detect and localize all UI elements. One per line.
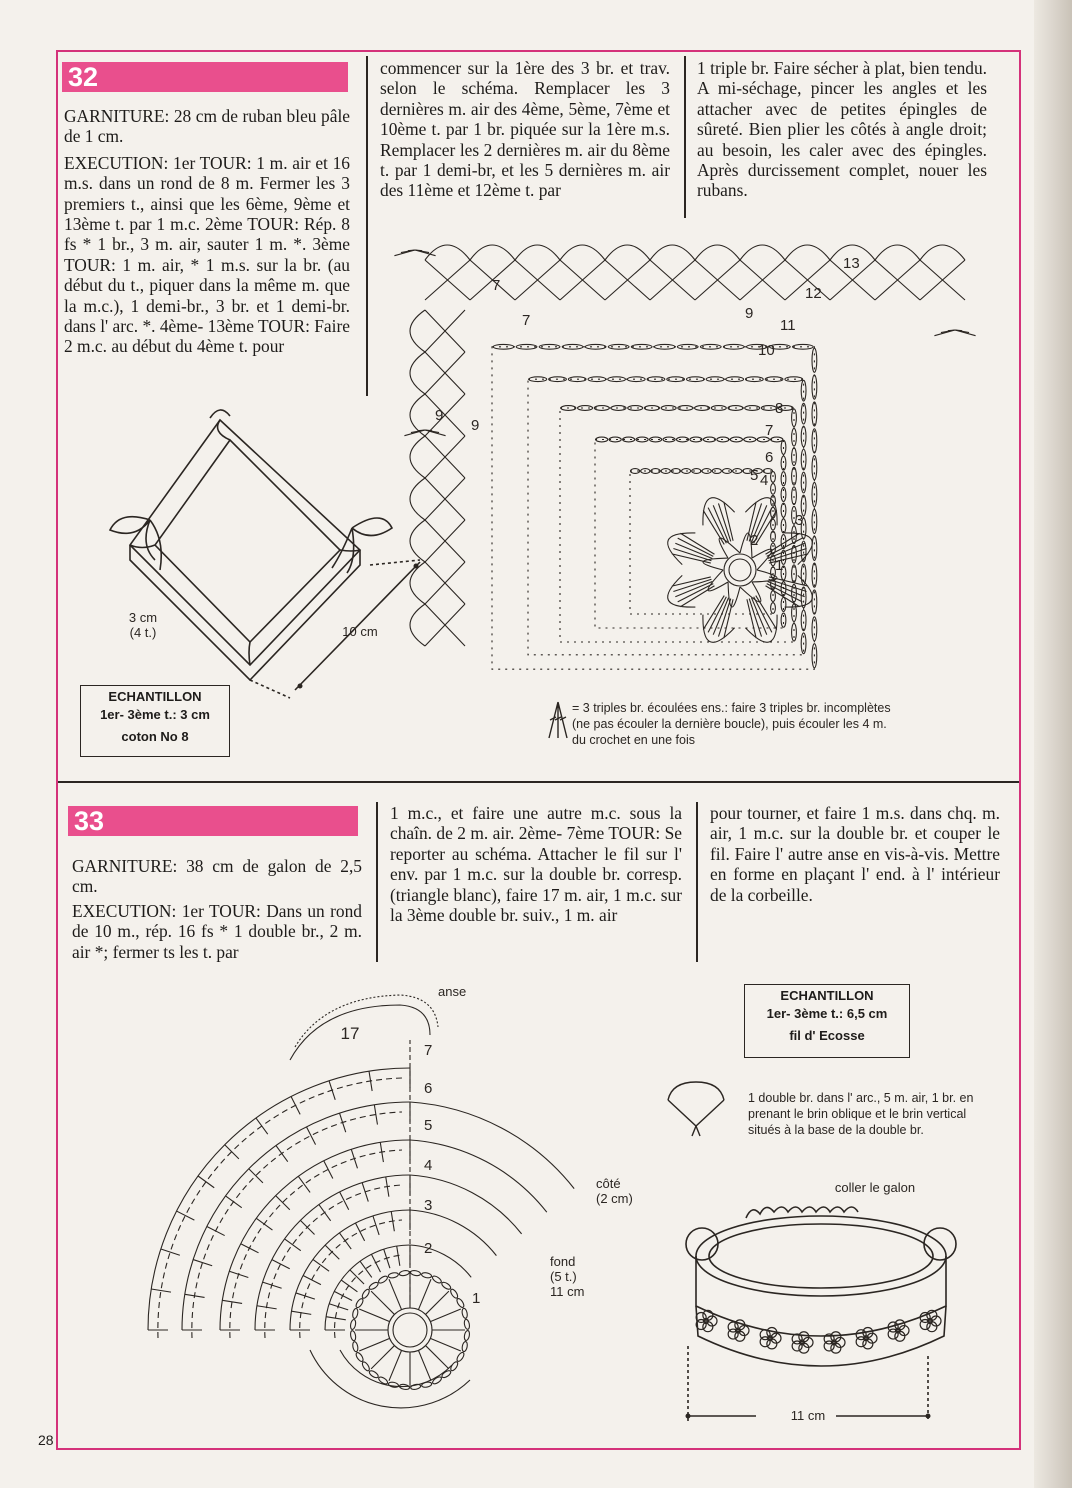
stitch [678, 538, 714, 556]
corner-fan [408, 250, 415, 251]
round-stitch [371, 1254, 380, 1272]
round-label-7: 7 [522, 312, 531, 329]
lattice-cross [425, 562, 465, 604]
section-divider [58, 781, 1019, 783]
round-label-3: 3 [795, 512, 804, 529]
flower-petal [920, 1312, 930, 1322]
lattice-cross [425, 352, 465, 394]
round-square [493, 344, 817, 667]
lattice-cross [425, 436, 465, 478]
lattice-cross [920, 260, 965, 300]
stitch [708, 508, 726, 544]
round-label-2: 2 [750, 532, 759, 549]
chart-32-lines [394, 245, 975, 669]
round-stitch [276, 1146, 288, 1162]
round-label-9: 9 [745, 305, 754, 322]
column-divider [696, 802, 698, 962]
stitch [708, 597, 726, 633]
round-stitch [324, 1161, 333, 1179]
base-label-size: 11 cm [550, 1284, 585, 1299]
pattern-33-col2: 1 m.c., et faire une autre m.c. sous la chaîn. de 2 m. air. 2ème- 7ème TOUR: Se reporter au schéma. Attacher le fil sur l' env. par 1 m.c. sur la double br. corresp. (triangle blanc), faire 17 m. air, 1 m.c. sur la 3ème double br. suiv., 1 m. air [390, 803, 682, 926]
pattern-33-sample-box [744, 984, 910, 1058]
arc [668, 575, 696, 607]
round-stitch [341, 1280, 357, 1292]
corner-fan [948, 330, 955, 331]
round-stitch [193, 1260, 212, 1266]
round-stitch [319, 1205, 331, 1221]
round-label-13: 13 [843, 255, 860, 272]
round-stitch [334, 1291, 352, 1300]
arc [785, 533, 813, 565]
chain [356, 1289, 369, 1307]
round-square [529, 377, 806, 654]
sample-line2: fil d' Ecosse [789, 1028, 865, 1043]
round-label-1: 1 [775, 557, 784, 574]
lattice-arc [650, 245, 695, 260]
round-stitch [356, 1223, 365, 1241]
pattern-33-col3: pour tourner, et faire 1 m.s. dans chq. m. air, 1 m.c. sur la double br. et couper le fil. Faire l' autre anse en vis-à-vis. Mettre en forme en plaçant l' end. à l' intérieur de la corbeille. [710, 803, 1000, 905]
lattice-cross [425, 260, 470, 300]
page-number: 28 [38, 1432, 54, 1448]
double-treble [426, 1291, 449, 1314]
side-arc [410, 1210, 496, 1256]
round-stitch [339, 1233, 351, 1249]
chain [351, 1331, 358, 1352]
round-stitch [177, 1211, 195, 1220]
lattice-arc [410, 478, 425, 520]
lattice-cross [605, 260, 650, 300]
round-label-3: 3 [424, 1197, 433, 1214]
round-stitch [306, 1127, 315, 1145]
round-stitch [229, 1271, 248, 1277]
corner-fan [418, 430, 425, 431]
round-stitch [198, 1176, 214, 1188]
side-arc [410, 1245, 471, 1277]
lattice-cross [425, 310, 465, 352]
round-label-6: 6 [424, 1080, 433, 1097]
lattice-arc [410, 436, 425, 478]
round-stitch [256, 1118, 268, 1134]
double-treble [418, 1350, 431, 1380]
sample-title: ECHANTILLON [108, 689, 202, 704]
double-treble [426, 1346, 449, 1369]
center-ring-inner [393, 1313, 427, 1347]
base-label-text: fond [550, 1254, 576, 1269]
round-label-8: 8 [775, 400, 784, 417]
round-label-6: 6 [765, 449, 774, 466]
pattern-32-execution: EXECUTION: 1er TOUR: 1 m. air et 16 m.s. dans un rond de 8 m. Fermer les 3 premiers t., ainsi que les 6ème, 9ème et 13ème t. par 1 m.c. 2ème TOUR: Rép. 8 fs * 1 br., 3 m. air, sauter 1 m. *. 3ème TOUR: 1 m. air, * 1 m.s. sur la br. (au début du t., piquer dans la même m. que la m.c.), 1 demi-br., 3 br. et 1 demi-br. dans l' arc. *. 4ème- 13ème TOUR: Faire 2 m.c. au début du 4ème t. pour [64, 152, 350, 357]
pattern-32-side-dimension [118, 610, 168, 640]
stitch [767, 584, 803, 602]
double-treble [430, 1338, 460, 1351]
triple-cluster-symbol-icon [546, 700, 570, 740]
lattice-arc [470, 245, 515, 260]
round-arc-chain [265, 1185, 402, 1338]
stitch [703, 596, 724, 630]
center-ring-inner [729, 559, 751, 581]
lattice-arc [875, 245, 920, 260]
chain [411, 1271, 432, 1278]
pattern-32-box-illustration [90, 410, 430, 700]
chain [388, 1271, 409, 1278]
lattice-arc [410, 604, 425, 646]
chain [356, 1353, 369, 1371]
pattern-33-number: 33 [68, 806, 358, 836]
flower-petal [696, 1312, 706, 1322]
lattice-arc [605, 245, 650, 260]
stitch [703, 510, 724, 544]
side-label-size: (2 cm) [596, 1191, 633, 1206]
flower-petal [760, 1330, 770, 1340]
lattice-cross [515, 260, 560, 300]
round-label-11: 11 [780, 317, 796, 334]
column-divider [366, 56, 368, 396]
chain [462, 1308, 469, 1329]
lattice-arc [740, 245, 785, 260]
chain [432, 1276, 450, 1289]
stitch [678, 584, 714, 602]
round-label-7: 7 [424, 1042, 433, 1059]
round-label-1: 1 [472, 1290, 481, 1307]
pattern-32-number: 32 [62, 62, 348, 92]
round-stitch [362, 1183, 368, 1202]
lattice-arc [560, 245, 605, 260]
round-label-5: 5 [424, 1117, 433, 1134]
round-stitch [303, 1276, 321, 1285]
pattern-32-col2: commencer sur la 1ère des 3 br. et trav. selon le schéma. Remplacer les 3 dernières m. air des 4ème, 5ème, 7ème et 10ème t. par 1 br. piquée sur la 1ère m.s. Remplacer les 2 dernières m. air du 8ème t. par 1 demi-br, et les 5 dernières m. air des 11ème et 12ème t. par [380, 58, 670, 201]
side-dimension-value: 3 cm [128, 610, 158, 625]
lattice-cross [650, 260, 695, 300]
round-label-7: 7 [492, 277, 501, 294]
side-arc [410, 1102, 574, 1189]
round-label-12: 12 [805, 285, 822, 302]
lattice-arc [695, 245, 740, 260]
double-treble [389, 1279, 402, 1309]
corner-fan [955, 330, 976, 336]
pattern-32-sample-box [80, 685, 230, 757]
round-stitch [207, 1226, 225, 1235]
pattern-33-garniture: GARNITURE: 38 cm de galon de 2,5 cm. [72, 856, 362, 897]
chain [451, 1352, 464, 1370]
chain [369, 1276, 387, 1289]
pattern-33-crochet-chart [100, 985, 620, 1415]
double-treble [389, 1350, 402, 1380]
round-label-7: 7 [765, 422, 774, 439]
round-stitch [313, 1259, 329, 1271]
chain [351, 1308, 358, 1329]
pattern-32-garniture: GARNITURE: 28 cm de ruban bleu pâle de 1 cm. [64, 106, 350, 147]
side-label-text: côté [596, 1176, 621, 1191]
base-label [550, 1254, 600, 1299]
round-label-2: 2 [424, 1240, 433, 1257]
handle-sc-row [295, 995, 438, 1047]
lattice-cross [695, 260, 740, 300]
double-treble [371, 1291, 394, 1314]
sample-line2: coton No 8 [121, 729, 189, 744]
pattern-33-col1 [72, 856, 362, 962]
lattice-arc [425, 245, 470, 260]
side-label [596, 1176, 646, 1206]
round-stitch [161, 1249, 180, 1255]
basket-diameter-label: 11 cm [790, 1408, 826, 1423]
round-stitch [256, 1218, 272, 1230]
round-stitch [291, 1097, 300, 1115]
lattice-cross [740, 260, 785, 300]
chain [462, 1331, 469, 1352]
chain [451, 1289, 464, 1307]
arc [785, 575, 813, 607]
lattice-cross [425, 604, 465, 646]
handle-label: anse [438, 984, 467, 999]
side-dimension-rows: (4 t.) [129, 625, 157, 640]
stitch [756, 596, 777, 630]
lattice-arc [920, 245, 965, 260]
lattice-cross [875, 260, 920, 300]
round-stitch [360, 1261, 372, 1277]
arc [668, 533, 696, 565]
chain [369, 1371, 387, 1384]
glue-trim-label: coller le galon [834, 1180, 916, 1195]
pattern-33-legend: 1 double br. dans l' arc., 5 m. air, 1 br. en prenant le brin oblique et le brin vertical situés à la base de la double br. [748, 1091, 974, 1137]
lattice-arc [410, 520, 425, 562]
pattern-33-basket-illustration [676, 1196, 966, 1426]
double-treble [359, 1309, 389, 1322]
base-label-rows: (5 t.) [550, 1269, 577, 1284]
round-label-4: 4 [760, 472, 769, 489]
lattice-arc [410, 562, 425, 604]
chart-33-lines [148, 995, 574, 1408]
pattern-32-width-dimension: 10 cm [342, 624, 378, 639]
arc [745, 498, 777, 526]
sample-line1: 1er- 3ème t.: 3 cm [100, 707, 210, 722]
double-treble-arc-symbol-icon [662, 1078, 732, 1140]
lattice-arc [515, 245, 560, 260]
stitch [680, 586, 714, 607]
round-label-5: 5 [750, 467, 759, 484]
lattice-arc [785, 245, 830, 260]
round-stitch [285, 1239, 301, 1251]
pattern-32-legend: = 3 triples br. écoulées ens.: faire 3 triples br. incomplètes (ne pas écouler la dernière boucle), puis écouler les 4 m. du crochet en une fois [572, 701, 891, 747]
round-stitch [151, 1289, 171, 1292]
stitch [680, 533, 714, 554]
sample-line1: 1er- 3ème t.: 6,5 cm [766, 1006, 888, 1021]
flower-petal [856, 1330, 866, 1340]
sample-title: ECHANTILLON [780, 988, 874, 1003]
lattice-arc [410, 310, 425, 352]
lattice-cross [560, 260, 605, 300]
flower-petal [728, 1322, 738, 1332]
round-stitch [340, 1192, 349, 1210]
pattern-32-col1 [64, 106, 350, 357]
round-label-10: 10 [758, 342, 775, 359]
center-ring [388, 1308, 432, 1352]
arc [703, 498, 735, 526]
round-label-9: 9 [471, 417, 480, 434]
round-stitch [226, 1196, 242, 1208]
lattice-cross [425, 520, 465, 562]
round-label-4: 4 [424, 1157, 433, 1174]
stitch [756, 510, 777, 544]
page-edge-shadow [1034, 0, 1072, 1488]
handle-stitch-count: 17 [340, 1024, 360, 1043]
double-treble [418, 1279, 431, 1309]
pattern-32-col3: 1 triple br. Faire sécher à plat, bien tendu. A mi-séchage, pincer les angles et les attacher avec de petites épingles de sûreté. Bien plier les côtés à angle droit; au besoin, les caler avec des épingles. Après durcissement complet, nouer les rubans. [697, 58, 987, 201]
double-treble [359, 1338, 389, 1351]
pattern-32-crochet-chart [395, 230, 995, 690]
round-label-9: 9 [435, 407, 444, 424]
round-stitch [241, 1244, 259, 1253]
round-stitch [298, 1176, 310, 1192]
round-stitch [272, 1260, 290, 1269]
lattice-cross [425, 394, 465, 436]
lattice-cross [425, 478, 465, 520]
pattern-33-execution: EXECUTION: 1er TOUR: Dans un rond de 10 m., rép. 16 fs * 1 double br., 2 m. air *; fermer ts les t. par [72, 900, 362, 962]
double-treble [430, 1309, 460, 1322]
lattice-arc [410, 352, 425, 394]
column-divider [376, 802, 378, 962]
column-divider [684, 56, 686, 218]
double-treble [371, 1346, 394, 1369]
